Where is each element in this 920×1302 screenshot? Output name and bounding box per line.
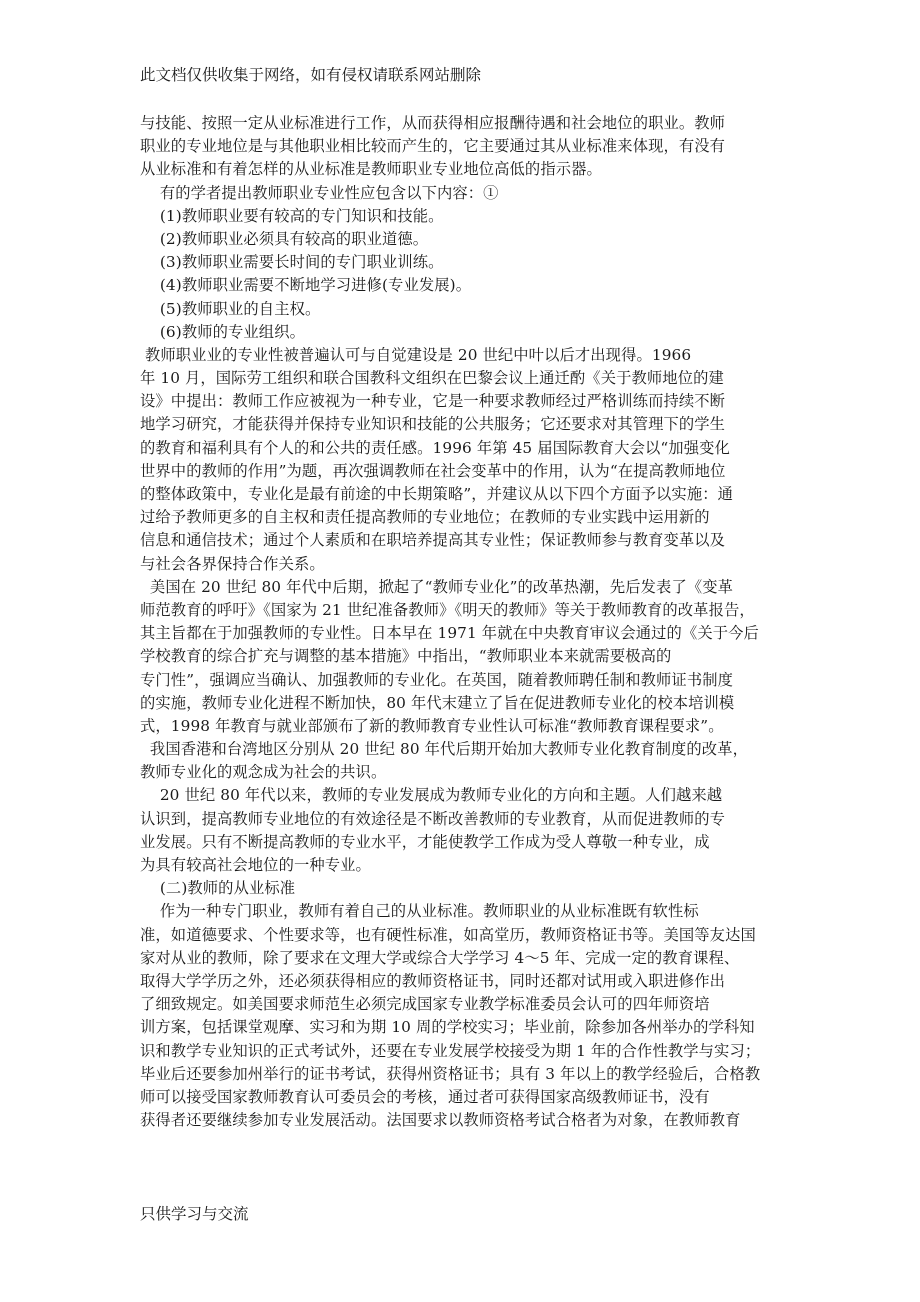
text-line: 式，1998 年教育与就业部颁布了新的教师教育专业性认可标准“教师教育课程要求”。 xyxy=(140,716,724,735)
text-line: 认识到，提高教师专业地位的有效途径是不断改善教师的专业教育，从而促进教师的专 xyxy=(140,809,726,828)
text-line: (二)教师的从业标准 xyxy=(140,879,296,898)
text-line: 我国香港和台湾地区分别从 20 世纪 80 年代后期开始加大教师专业化教育制度的改革， xyxy=(140,740,748,759)
text-line: 专门性”，强调应当确认、加强教师的专业化。在英国，随着教师聘任制和教师证书制度 xyxy=(140,670,734,689)
document-body xyxy=(140,112,790,1132)
text-line: 的整体政策中，专业化是最有前途的中长期策略”，并建议从以下四个方面予以实施：通 xyxy=(140,485,734,503)
text-line: (4)教师职业需要不断地学习进修(专业发展)。 xyxy=(140,276,472,295)
text-line: 家对从业的教师，除了要求在文理大学或综合大学学习 4～5 年、完成一定的教育课程、 xyxy=(140,948,740,967)
text-line: 准，如道德要求、个性要求等，也有硬性标准，如高堂历，教师资格证书等。美国等友达国 xyxy=(140,925,756,944)
text-line: 设》中提出：教师工作应被视为一种专业，它是一种要求教师经过严格训练而持续不断 xyxy=(140,392,726,411)
text-line: 的教育和福利具有个人的和公共的责任感。1996 年第 45 届国际教育大会以“加强变化 xyxy=(140,438,730,457)
text-line: 学校教育的综合扩充与调整的基本措施》中指出，“教师职业本来就需要极高的 xyxy=(140,647,672,666)
text-line: 识和教学专业知识的正式考试外，还要在专业发展学校接受为期 1 年的合作性教学与实习； xyxy=(140,1041,761,1060)
text-line: 其主旨都在于加强教师的专业性。日本早在 1971 年就在中央教育审议会通过的《关于今后 xyxy=(140,624,759,643)
text-line: 师可以接受国家教师教育认可委员会的考核，通过者可获得国家高级教师证书，没有 xyxy=(140,1087,710,1106)
text-line: 信息和通信技术；通过个人素质和在职培养提高其专业性；保证教师参与教育变革以及 xyxy=(140,531,726,550)
text-line: 教师职业业的专业性被普遍认可与自觉建设是 20 世纪中叶以后才出现得。1966 xyxy=(140,345,692,364)
text-line: 为具有较高社会地位的一种专业。 xyxy=(140,856,371,874)
text-line: 地学习研究，才能获得并保持专业知识和技能的公共服务；它还要求对其管理下的学生 xyxy=(140,415,726,434)
text-line: (5)教师职业的自主权。 xyxy=(140,299,321,318)
text-line: 了细致规定。如美国要求师范生必须完成国家专业教学标准委员会认可的四年师资培 xyxy=(140,995,710,1014)
text-line: (1)教师职业要有较高的专门知识和技能。 xyxy=(140,206,444,225)
text-line: (2)教师职业必须具有较高的职业道德。 xyxy=(140,229,429,248)
text-line: 师范教育的呼吁》《国家为 21 世纪准备教师》《明天的教师》等关于教师教育的改革报告， xyxy=(140,600,755,619)
text-line: 年 10 月，国际劳工组织和联合国教科文组织在巴黎会议上通迁酌《关于教师地位的建 xyxy=(140,369,724,388)
text-line: 过给予教师更多的自主权和责任提高教师的专业地位；在教师的专业实践中运用新的 xyxy=(140,508,710,527)
page-footer: 只供学习与交流 xyxy=(140,1205,249,1223)
text-line: 与社会各界保持合作关系。 xyxy=(140,554,325,573)
page-header: 此文档仅供收集于网络，如有侵权请联系网站删除 xyxy=(140,66,482,84)
text-line: 教师专业化的观念成为社会的共识。 xyxy=(140,763,387,782)
text-line: 毕业后还要参加州举行的证书考试，获得州资格证书；具有 3 年以上的教学经验后，合格教 xyxy=(140,1064,761,1083)
text-line: 美国在 20 世纪 80 年代中后期，掀起了“教师专业化”的改革热潮，先后发表了《变革 xyxy=(140,577,734,596)
text-line: 训方案，包括课堂观摩、实习和为期 10 周的学校实习；毕业前，除参加各州举办的学科知 xyxy=(140,1018,755,1037)
text-line: 作为一种专门职业，教师有着自己的从业标准。教师职业的从业标准既有软性标 xyxy=(140,902,699,921)
text-line: 与技能、按照一定从业标准进行工作，从而获得相应报酬待遇和社会地位的职业。教师 xyxy=(140,114,726,132)
text-line: 取得大学学历之外，还必须获得相应的教师资格证书，同时还都对试用或入职进修作出 xyxy=(140,971,726,990)
text-line: 从业标准和有着怎样的从业标准是教师职业专业地位高低的指示器。 xyxy=(140,160,602,179)
text-line: (6)教师的专业组织。 xyxy=(140,322,305,341)
text-line: 20 世纪 80 年代以来，教师的专业发展成为教师专业化的方向和主题。人们越来越 xyxy=(140,786,723,805)
text-line: 业发展。只有不断提高教师的专业水平，才能使教学工作成为受人尊敬一种专业，成 xyxy=(140,832,710,851)
text-line: (3)教师职业需要长时间的专门职业训练。 xyxy=(140,253,444,272)
text-line: 有的学者提出教师职业专业性应包含以下内容：① xyxy=(140,183,499,202)
text-line: 的实施，教师专业化进程不断加快，80 年代末建立了旨在促进教师专业化的校本培训模 xyxy=(140,693,735,712)
text-line: 职业的专业地位是与其他职业相比较而产生的，它主要通过其从业标准来体现，有没有 xyxy=(140,137,726,156)
text-line: 世界中的教师的作用”为题，再次强调教师在社会变革中的作用，认为“在提高教师地位 xyxy=(140,461,726,480)
text-line: 获得者还要继续参加专业发展活动。法国要求以教师资格考试合格者为对象，在教师教育 xyxy=(140,1111,741,1130)
